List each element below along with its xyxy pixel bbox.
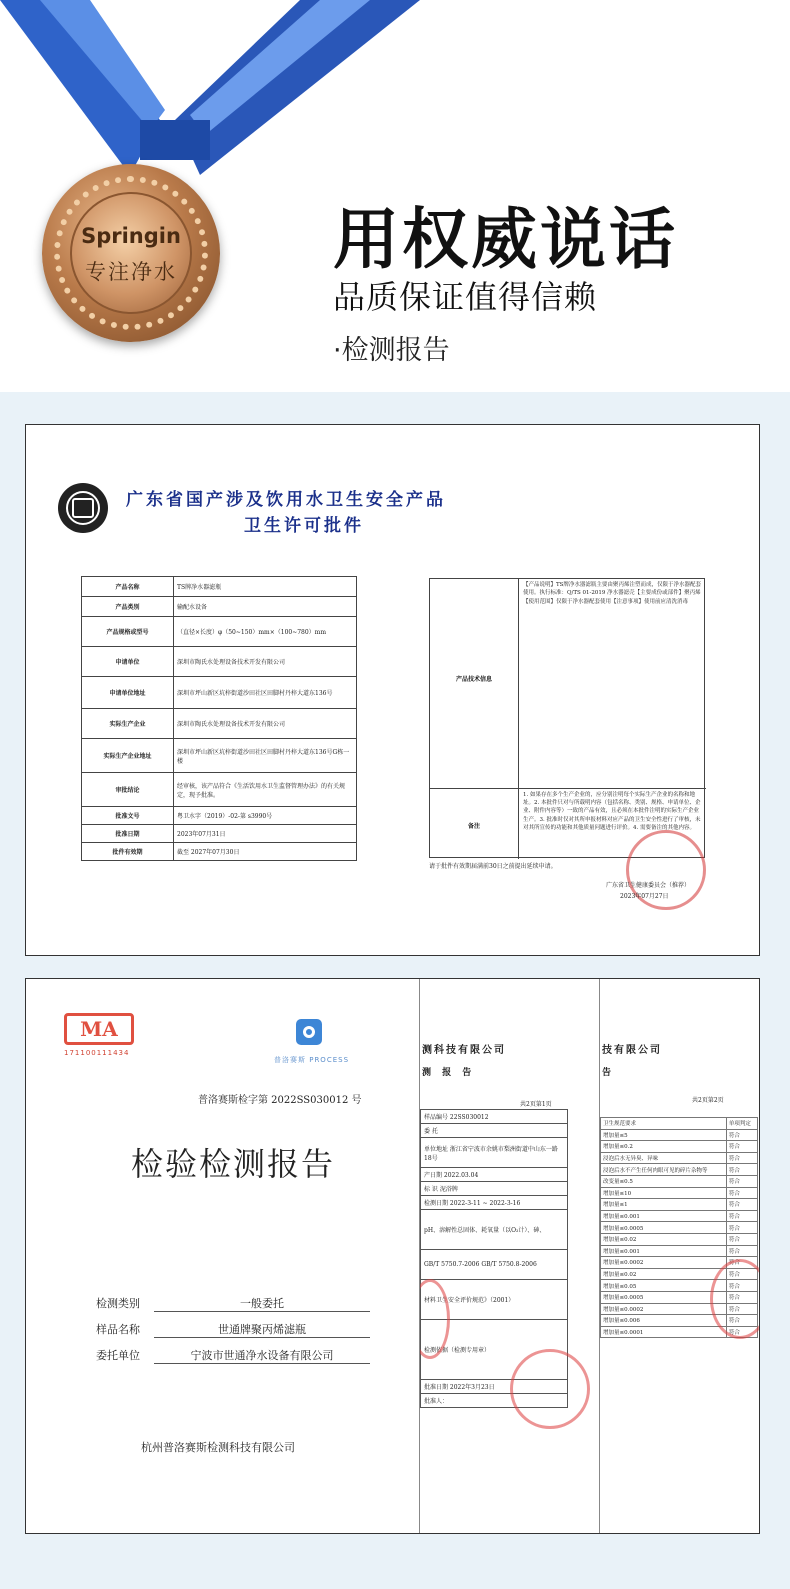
table-row [601,1233,758,1245]
table-cell: 符合 [726,1291,757,1303]
table-row [601,1129,758,1141]
col-header: 卫生规范要求 [601,1118,727,1130]
emblem-shield-icon [72,498,94,518]
table-row [601,1199,758,1211]
table-cell: 增加量≤0.0005 [601,1291,727,1303]
report-title: 检验检测报告 [131,1145,336,1183]
table-cell: 材料卫生安全评价规范》（2001） [421,1280,568,1320]
notes-text: 1. 如果存在多个生产企业的，应分别注明每个实际生产企业的名称和地址。2. 本批件只对与所载明内容（包括名称、类别、规格、申请单位、企业、附件内容等）一致的产品有效，且必须在本批件注明的实际生产企业生产。3. 批准时仅对其所申报材料对应产品的卫生安全性进行了审核，未对其所宣传的功能和其他质量问题进行评价。4. 需要备注的其他内容。 [523,792,701,831]
row-value: 深圳市陶氏水处理设备技术开发有限公司 [174,709,357,739]
table-cell: 增加量≤0.2 [601,1141,727,1153]
table-row [421,1250,568,1280]
table-cell: 单位地址 浙江省宁波市余姚市梨洲街道中山东一路18号 [421,1138,568,1168]
table-cell: 增加量≤0.0002 [601,1303,727,1315]
row-value: 深圳市陶氏水处理设备技术开发有限公司 [174,647,357,677]
row-value: 深圳市坪山新区坑梓街道沙田社区田脚村丹梓大道东136号G栋一楼 [174,739,357,773]
table-cell: 增加量≤5 [601,1129,727,1141]
page-subheadline: 品质保证值得信赖 [333,278,598,316]
table-cell: 委 托 [421,1124,568,1138]
table-cell: 检测依据（检测专用章） [421,1320,568,1380]
table-cell: 符合 [726,1199,757,1211]
table-cell: 检测日期 2022-3-11 ~ 2022-3-16 [421,1196,568,1210]
row-value: 输配水设备 [174,597,357,617]
cma-number: 171100111434 [64,1049,130,1057]
page3-heading2: 告 [602,1068,616,1078]
table-cell: 增加量≤1 [601,1199,727,1211]
table-row [82,773,357,807]
page3-heading: 技有限公司 [602,1045,662,1056]
license-table [81,576,357,861]
table-cell: 增加量≤0.02 [601,1268,727,1280]
table-cell: GB/T 5750.7-2006 GB/T 5750.8-2006 [421,1250,568,1280]
table-row [601,1187,758,1199]
report-page-3 [599,979,760,1534]
table-row [421,1196,568,1210]
row-value: （直径×长度）φ（50~150）mm×（100~780）mm [174,617,357,647]
field-value: 一般委托 [154,1295,370,1312]
table-cell: 符合 [726,1164,757,1176]
table-row [82,577,357,597]
inspection-report-card [25,978,760,1534]
row-value: 截至 2027年07月30日 [174,843,357,861]
table-row [601,1222,758,1234]
row-key: 审批结论 [82,773,174,807]
lab-logo-text: 普洛赛斯 PROCESS [274,1056,350,1064]
table-cell: 符合 [726,1152,757,1164]
medal-brand-text: Springin [81,224,181,248]
table-row [82,807,357,825]
table-cell: 符合 [726,1141,757,1153]
table-row [601,1152,758,1164]
page3-number: 共2页第2页 [692,1097,724,1104]
row-value: 粤卫水字（2019）-02-第 s3990号 [174,807,357,825]
field-label: 样品名称 [96,1323,140,1336]
table-cell: 符合 [726,1233,757,1245]
row-key: 实际生产企业地址 [82,739,174,773]
table-cell: 符合 [726,1315,757,1327]
table-cell: 增加量≤0.006 [601,1315,727,1327]
table-row [82,647,357,677]
table-cell: 符合 [726,1222,757,1234]
hygiene-license-card [25,424,760,956]
table-cell: 符合 [726,1268,757,1280]
table-row [601,1210,758,1222]
table-cell: 标 识 泥浴牌 [421,1182,568,1196]
table-cell: 符合 [726,1175,757,1187]
license-issue-date: 2023年07月27日 [620,893,669,900]
medal-badge [42,164,220,342]
table-cell: 改变量≤0.5 [601,1175,727,1187]
license-title: 广东省国产涉及饮用水卫生安全产品 [126,490,446,510]
test-seal-icon [510,1349,590,1429]
notes-label: 备注 [430,789,519,859]
table-row [82,677,357,709]
row-key: 产品名称 [82,577,174,597]
table-row [421,1168,568,1182]
lab-org-name: 杭州普洛赛斯检测科技有限公司 [141,1441,295,1454]
table-row [82,739,357,773]
table-row [421,1182,568,1196]
table-cell: 增加量≤10 [601,1187,727,1199]
medal-ribbon [0,0,420,180]
row-key: 批准文号 [82,807,174,825]
table-row [82,597,357,617]
col-header: 单项判定 [726,1118,757,1130]
table-cell: 增加量≤0.001 [601,1245,727,1257]
report-page-2 [419,979,599,1534]
medal-inner [70,192,192,314]
license-issuer: 广东省卫生健康委员会（推荐） [606,882,691,889]
table-row [82,617,357,647]
table-row [601,1175,758,1187]
table-cell: 增加量≤0.02 [601,1233,727,1245]
table-cell: 符合 [726,1245,757,1257]
report-number: 普洛赛斯检字第 2022SS030012 号 [198,1095,362,1106]
row-value: 2023年07月31日 [174,825,357,843]
page2-heading2: 测 报 告 [422,1068,476,1078]
row-key: 批件有效期 [82,843,174,861]
table-cell: 符合 [726,1326,757,1338]
cma-mark-icon: MA [64,1013,134,1045]
table-header-row [601,1118,758,1130]
table-row [82,825,357,843]
row-key: 申请单位地址 [82,677,174,709]
row-key: 产品规格或型号 [82,617,174,647]
field-label: 委托单位 [96,1349,140,1362]
license-footnote: 请于批件有效期届满前30日之前提出延续申请。 [429,863,557,870]
row-value: 深圳市坪山新区坑梓街道沙田社区田脚村丹梓大道东136号 [174,677,357,709]
field-value: 宁波市世通净水设备有限公司 [154,1347,370,1364]
table-cell: 样品编号 22SS030012 [421,1110,568,1124]
table-cell: 增加量≤0.0001 [601,1326,727,1338]
tech-label: 产品技术信息 [430,579,519,789]
row-key: 实际生产企业 [82,709,174,739]
page2-number: 共2页第1页 [520,1101,552,1108]
row-key: 批准日期 [82,825,174,843]
table-row [421,1124,568,1138]
table-row [82,709,357,739]
medal-slogan-text: 专注净水 [85,260,177,284]
hero-header [0,0,790,392]
page-headline: 用权威说话 [333,201,678,278]
table-cell: 浸泡后水不产生任何肉眼可见的碎片杂物等 [601,1164,727,1176]
row-value: 经审核，该产品符合《生活饮用水卫生监督管理办法》的有关规定，现予批准。 [174,773,357,807]
table-cell: 符合 [726,1280,757,1292]
field-value: 世通牌聚丙烯滤瓶 [154,1321,370,1338]
tech-info: 【产品说明】TS牌净水器滤瓶主要由聚丙烯注塑而成，仅限于净水器配套使用。执行标准：Q/TS 01-2019 净水器滤壳【主要成份或部件】聚丙烯【使用范围】仅限于净水器配套使用【注意事项】使用前应清洗消毒 [519,579,706,789]
table-cell: 符合 [726,1187,757,1199]
table-row [82,843,357,861]
table-cell: 浸泡后水无异臭、异味 [601,1152,727,1164]
table-cell: 增加量≤0.05 [601,1280,727,1292]
license-subtitle: 卫生许可批件 [244,516,364,536]
table-row [601,1164,758,1176]
emblem-icon [58,483,108,533]
field-label: 检测类别 [96,1297,140,1310]
table-cell: 符合 [726,1210,757,1222]
table-row [421,1138,568,1168]
row-key: 产品类别 [82,597,174,617]
table-row [601,1245,758,1257]
row-value: TS牌净水器滤瓶 [174,577,357,597]
table-cell: 符合 [726,1129,757,1141]
row-key: 申请单位 [82,647,174,677]
table-cell: 产日期 2022.03.04 [421,1168,568,1182]
table-cell: 符合 [726,1257,757,1269]
table-cell: 批准人： [421,1394,568,1408]
table-cell: 增加量≤0.0002 [601,1257,727,1269]
table-cell: 符合 [726,1303,757,1315]
table-cell: 增加量≤0.001 [601,1210,727,1222]
page2-heading: 测科技有限公司 [422,1045,506,1056]
license-tech-table [429,578,705,858]
table-cell: 增加量≤0.0005 [601,1222,727,1234]
table-row [421,1210,568,1250]
section-bullet: ·检测报告 [333,335,450,366]
table-cell: pH、溶解性总固体、耗氧量（以O₂计）、砷、 [421,1210,568,1250]
table-row [601,1141,758,1153]
table-row [421,1110,568,1124]
table-cell: 批准日期 2022年3月23日 [421,1380,568,1394]
lab-logo-icon [296,1019,322,1045]
